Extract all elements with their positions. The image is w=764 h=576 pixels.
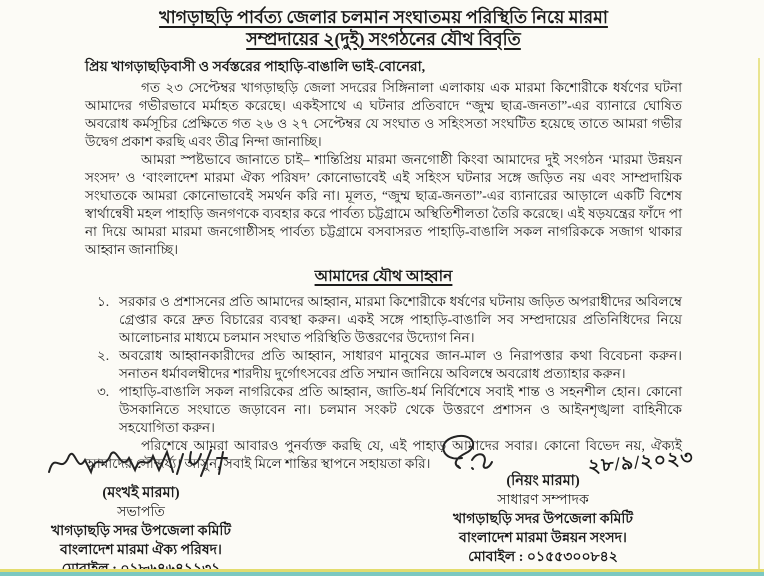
paragraph-2: আমরা স্পষ্টভাবে জানাতে চাই– শান্তিপ্রিয় মারমা জনগোষ্ঠী কিংবা আমাদের দুই সংগঠন ‘মারমা উন্নয়ন সংসদ’ ও ‘বাংলাদেশ মারমা ঐক্য পরিষদ’ কোনোভাবেই এই সহিংস ঘটনার সঙ্গে জড়িত নয় এবং সাম্প্রদায়িক সংঘাতকে আমরা কোনোভাবেই সমর্থন করি না। মূলত, “জুম্ম ছাত্র-জনতা”-এর ব্যানারের আড়ালে একটি বিশেষ স্বার্থান্বেষী মহল পাহাড়ি জনগণকে ব্যবহার করে পার্বত্য চট্টগ্রামে অস্থিতিশীলতা তৈরি করেছে। এই ষড়যন্ত্রের ফাঁদে পা না দিয়ে আমরা মারমা জনগোষ্ঠীসহ পার্বত্য চট্টগ্রামে বসবাসরত পাহাড়ি-বাঙালি সকল নাগরিককে সজাগ থাকার আহ্বান জানাচ্ছি। [85,152,682,257]
signature-right-scrawl-icon [428,432,538,472]
list-item-number: ২. [97,348,110,363]
list-item [97,293,682,347]
list-item-text: অবরোধ আহ্বানকারীদের প্রতি আহ্বান, সাধারণ মানুষের জান-মাল ও নিরাপত্তার কথা বিবেচনা করুন। সনাতন ধর্মাবলম্বীদের শারদীয় দুর্গোৎসবের প্রতি সম্মান জানিয়ে অবিলম্বে অবরোধ প্রত্যাহার করুন। [119,348,682,381]
signer-designation: সভাপতি [117,505,165,520]
page-title-line1: খাগড়াছড়ি পার্বত্য জেলার চলমান সংঘাতময় পরিস্থিতি নিয়ে মারমা [159,7,608,27]
scan-edge-artifact-right [758,58,760,569]
signature-block-secretary [398,432,695,568]
signer-committee: খাগড়াছড়ি সদর উপজেলা কমিটি [50,524,232,539]
signature-block-president [16,444,266,576]
signer-organization: বাংলাদেশ মারমা উন্নয়ন সংসদ। [459,531,627,546]
page-title [85,6,682,50]
list-item [97,347,682,383]
handwritten-date: ২৮/৯/২০২৩ [587,447,695,478]
list-item-text: সরকার ও প্রশাসনের প্রতি আমাদের আহ্বান, মারমা কিশোরীকে ধর্ষণের ঘটনায় জড়িত অপরাধীদের অবিলম্বে গ্রেপ্তার করে দ্রুত বিচারের ব্যবস্থা করুন। একই সঙ্গে পাহাড়ি-বাঙালি সব সম্প্রদায়ের প্রতিনিধিদের নিয়ে আলোচনার মাধ্যমে চলমান সংঘাত পরিস্থিতি উত্তরণের উদ্যোগ নিন। [119,294,682,345]
paragraph-1: গত ২৩ সেপ্টেম্বর খাগড়াছড়ি জেলা সদরের সিঙ্গিনালা এলাকায় এক মারমা কিশোরীকে ধর্ষণের ঘটনা আমাদের গভীরভাবে মর্মাহত করেছে। একইসাথে এ ঘটনার প্রতিবাদে “জুম্ম ছাত্র-জনতা”-এর ব্যানারে ঘোষিত অবরোধ কর্মসূচির প্রেক্ষিতে গত ২৬ ও ২৭ সেপ্টেম্বর যে সংঘাত ও সহিংসতা সংঘটিত হয়েছে তাতে আমরা গভীর উদ্বেগ প্রকাশ করছি এবং তীব্র নিন্দা জানাচ্ছি। [85,80,682,149]
signature-right-area [398,432,695,478]
signature-left-area [16,444,266,484]
signer-name: (মংখই মারমা) [102,485,180,501]
salutation: প্রিয় খাগড়াছড়িবাসী ও সর্বস্তরের পাহাড়ি-বাঙালি ভাই-বোনেরা, [85,60,426,75]
signer-organization: বাংলাদেশ মারমা ঐক্য পরিষদ। [60,543,222,558]
page-title-line2: সম্প্রদায়ের ২(দুই) সংগঠনের যৌথ বিবৃতি [246,29,521,49]
section-heading: আমাদের যৌথ আহ্বান [314,268,453,285]
list-item-number: ৩. [97,384,110,399]
signer-committee: খাগড়াছড়ি সদর উপজেলা কমিটি [452,512,634,527]
list-item-text: পাহাড়ি-বাঙালি সকল নাগরিকের প্রতি আহ্বান, জাতি-ধর্ম নির্বিশেষে সবাই শান্ত ও সহনশীল হোন। কোনো উসকানিতে সংঘাতে জড়াবেন না। চলমান সংকট থেকে উত্তরণে প্রশাসন ও আইনশৃঙ্খলা বাহিনীকে সহযোগিতা করুন। [119,384,682,435]
signer-designation: সাধারণ সম্পাদক [497,493,589,508]
signer-name: (নিয়ং মারমা) [506,473,580,489]
appeal-list [85,293,682,437]
bottom-stripe-teal [0,572,764,576]
closing-paragraph: পরিশেষে আমরা আবারও পুনর্ব্যক্ত করছি যে, এই পাহাড় আমাদের সবার। কোনো বিভেদ নয়, ঐক্যই আমাদের সৌন্দর্য্য। আসুন, সবাই মিলে শান্তির স্থাপনে সহায়তা করি। [85,438,682,471]
signature-left-scrawl-icon [41,444,241,482]
list-item [97,383,682,437]
signer-mobile-number: মোবাইল : ০১৫৫৩০০৮৪২ [468,550,618,565]
list-item-number: ১. [97,294,110,309]
